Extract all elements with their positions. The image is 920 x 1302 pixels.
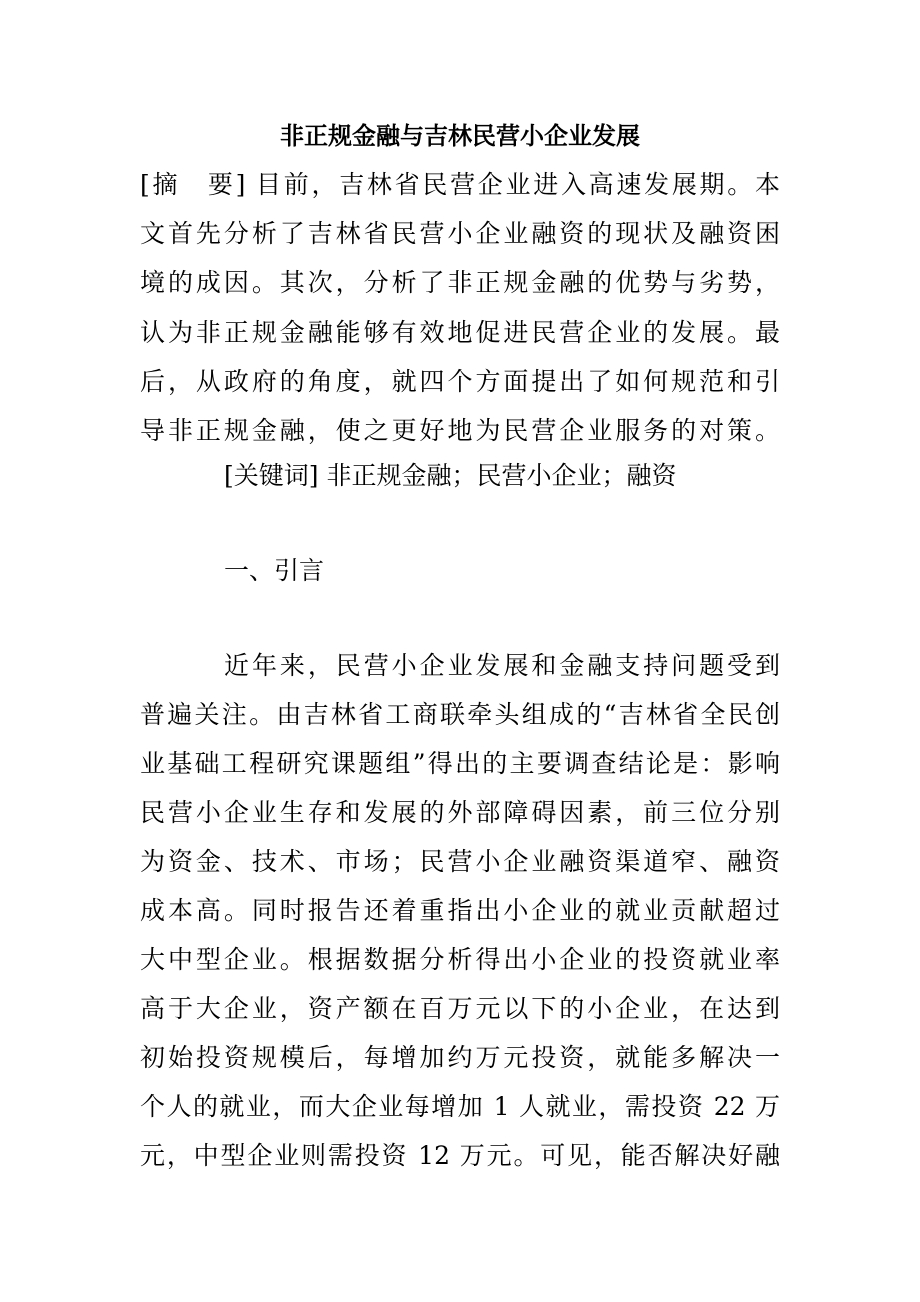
section-heading: 一、引言 xyxy=(224,556,325,585)
body-line: 高于大企业，资产额在百万元以下的小企业，在达到 xyxy=(140,994,780,1023)
body-line: 初始投资规模后，每增加约万元投资，就能多解决一 xyxy=(140,1043,780,1072)
body-line: 业基础工程研究课题组”得出的主要调查结论是：影响 xyxy=(140,749,780,778)
abstract-line: [摘 要] 目前，吉林省民营企业进入高速发展期。本 xyxy=(140,170,780,199)
abstract-line: 后，从政府的角度，就四个方面提出了如何规范和引 xyxy=(140,367,780,396)
body-line: 普遍关注。由吉林省工商联牵头组成的“吉林省全民创 xyxy=(140,700,780,729)
abstract-line: 文首先分析了吉林省民营小企业融资的现状及融资困 xyxy=(140,219,780,248)
body-line: 为资金、技术、市场；民营小企业融资渠道窄、融资 xyxy=(140,847,780,876)
abstract-line: 导非正规金融，使之更好地为民营企业服务的对策。 xyxy=(140,416,780,445)
body-line: 个人的就业，而大企业每增加 1 人就业，需投资 22 万 xyxy=(140,1092,780,1121)
keywords-line: [关键词] 非正规金融；民营小企业；融资 xyxy=(224,461,677,490)
abstract-line: 境的成因。其次，分析了非正规金融的优势与劣势， xyxy=(140,268,780,297)
body-line: 民营小企业生存和发展的外部障碍因素，前三位分别 xyxy=(140,798,780,827)
body-line: 近年来，民营小企业发展和金融支持问题受到 xyxy=(224,651,780,680)
abstract-line: 认为非正规金融能够有效地促进民营企业的发展。最 xyxy=(140,318,780,347)
body-line: 元，中型企业则需投资 12 万元。可见，能否解决好融 xyxy=(140,1141,780,1170)
body-line: 大中型企业。根据数据分析得出小企业的投资就业率 xyxy=(140,945,780,974)
document-title: 非正规金融与吉林民营小企业发展 xyxy=(280,121,640,150)
body-line: 成本高。同时报告还着重指出小企业的就业贡献超过 xyxy=(140,896,780,925)
